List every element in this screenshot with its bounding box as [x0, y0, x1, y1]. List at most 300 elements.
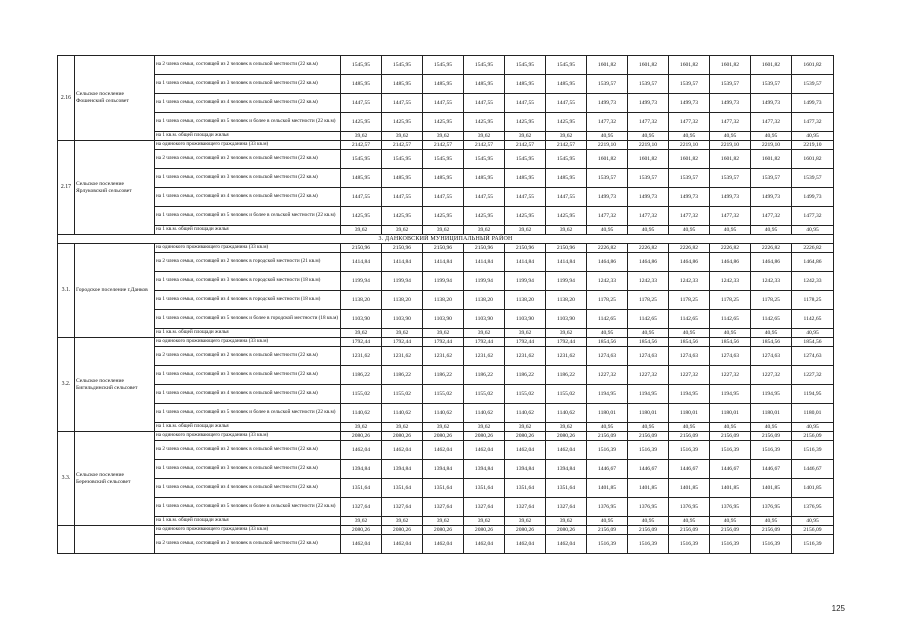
value-cell: 1539,57	[587, 169, 628, 188]
row-description: на 2 члена семьи, состоящей из 2 человек в сельской местности (22 кв.м)	[155, 150, 341, 169]
value-cell: 1464,86	[710, 253, 751, 272]
value-cell: 40,95	[710, 517, 751, 526]
value-cell: 1462,04	[423, 441, 464, 460]
value-cell: 1539,57	[628, 169, 669, 188]
value-cell: 40,95	[710, 226, 751, 235]
row-description: на 1 члена семьи, состоящей из 4 человек в городской местности (18 кв.м)	[155, 291, 341, 310]
value-cell: 1186,22	[464, 366, 505, 385]
value-cell: 39,62	[546, 132, 587, 141]
value-cell: 1516,39	[628, 441, 669, 460]
row-description: на 1 члена семьи, состоящей из 4 человек в сельской местности (22 кв.м)	[155, 94, 341, 113]
settlement-code: 3.1.	[58, 244, 75, 338]
value-cell: 1464,86	[587, 253, 628, 272]
value-cell: 1227,32	[710, 366, 751, 385]
value-cell: 1485,95	[546, 75, 587, 94]
row-description: на 2 члена семьи, состоящей из 2 человек в сельской местности (22 кв.м)	[155, 347, 341, 366]
row-description: на одинокого проживающего гражданина (33 кв.м)	[155, 244, 341, 253]
value-cell: 1516,39	[669, 535, 710, 554]
value-cell: 1401,85	[710, 479, 751, 498]
value-cell: 2080,26	[546, 432, 587, 441]
value-cell: 1401,85	[792, 479, 834, 498]
value-cell: 1142,65	[751, 310, 792, 329]
value-cell: 1447,55	[423, 188, 464, 207]
value-cell: 1178,25	[669, 291, 710, 310]
value-cell: 2226,82	[587, 244, 628, 253]
value-cell: 1414,84	[423, 253, 464, 272]
settlement-code: 3.3.	[58, 432, 75, 526]
value-cell: 2142,57	[382, 141, 423, 150]
value-cell: 1854,56	[587, 338, 628, 347]
value-cell: 1242,33	[628, 272, 669, 291]
value-cell: 1447,55	[464, 94, 505, 113]
value-cell: 1140,62	[423, 404, 464, 423]
value-cell: 1140,62	[341, 404, 382, 423]
settlement-name	[75, 526, 155, 554]
value-cell: 1194,95	[792, 385, 834, 404]
value-cell: 1516,39	[751, 535, 792, 554]
table-row	[58, 150, 834, 169]
value-cell: 1499,73	[792, 94, 834, 113]
value-cell: 1425,95	[546, 113, 587, 132]
value-cell: 40,95	[751, 132, 792, 141]
table-row	[58, 75, 834, 94]
value-cell: 1447,55	[382, 188, 423, 207]
value-cell: 40,95	[792, 423, 834, 432]
value-cell: 1155,02	[341, 385, 382, 404]
value-cell: 1601,82	[710, 150, 751, 169]
table-row	[58, 310, 834, 329]
value-cell: 1545,95	[341, 56, 382, 75]
value-cell: 1425,95	[382, 207, 423, 226]
value-cell: 1601,82	[792, 150, 834, 169]
value-cell: 1180,01	[751, 404, 792, 423]
value-cell: 1327,64	[382, 498, 423, 517]
value-cell: 2156,09	[587, 526, 628, 535]
value-cell: 39,62	[341, 423, 382, 432]
value-cell: 39,62	[464, 423, 505, 432]
value-cell: 1274,63	[792, 347, 834, 366]
table-row	[58, 404, 834, 423]
value-cell: 2150,96	[546, 244, 587, 253]
value-cell: 1142,65	[587, 310, 628, 329]
value-cell: 2080,26	[341, 432, 382, 441]
value-cell: 1180,01	[792, 404, 834, 423]
value-cell: 39,62	[341, 226, 382, 235]
value-cell: 1462,04	[382, 535, 423, 554]
value-cell: 1425,95	[423, 113, 464, 132]
value-cell: 1539,57	[628, 75, 669, 94]
value-cell: 1462,04	[546, 535, 587, 554]
value-cell: 39,62	[423, 226, 464, 235]
value-cell: 1180,01	[669, 404, 710, 423]
value-cell: 1477,32	[669, 207, 710, 226]
value-cell: 1447,55	[423, 94, 464, 113]
value-cell: 39,62	[505, 226, 546, 235]
value-cell: 1327,64	[546, 498, 587, 517]
value-cell: 2080,26	[464, 526, 505, 535]
value-cell: 1327,64	[505, 498, 546, 517]
value-cell: 1394,84	[341, 460, 382, 479]
value-cell: 1178,25	[792, 291, 834, 310]
value-cell: 1376,95	[751, 498, 792, 517]
value-cell: 1242,33	[751, 272, 792, 291]
value-cell: 1138,20	[464, 291, 505, 310]
value-cell: 2142,57	[341, 141, 382, 150]
value-cell: 1447,55	[546, 188, 587, 207]
value-cell: 1180,01	[710, 404, 751, 423]
value-cell: 1194,95	[628, 385, 669, 404]
value-cell: 39,62	[464, 517, 505, 526]
value-cell: 1227,32	[792, 366, 834, 385]
value-cell: 39,62	[382, 423, 423, 432]
value-cell: 1477,32	[710, 113, 751, 132]
value-cell: 1447,55	[341, 94, 382, 113]
value-cell: 1155,02	[505, 385, 546, 404]
value-cell: 1477,32	[587, 207, 628, 226]
table-row	[58, 526, 834, 535]
value-cell: 1485,95	[382, 169, 423, 188]
table-row	[58, 244, 834, 253]
value-cell: 1499,73	[792, 188, 834, 207]
value-cell: 1376,95	[710, 498, 751, 517]
value-cell: 1601,82	[587, 150, 628, 169]
value-cell: 1425,95	[423, 207, 464, 226]
value-cell: 1376,95	[669, 498, 710, 517]
value-cell: 1142,65	[710, 310, 751, 329]
value-cell: 1199,94	[505, 272, 546, 291]
row-description: на 1 члена семьи, состоящей из 5 человек и более в сельской местности (22 кв.м)	[155, 498, 341, 517]
value-cell: 1186,22	[546, 366, 587, 385]
value-cell: 2150,96	[382, 244, 423, 253]
value-cell: 1485,95	[341, 169, 382, 188]
table-row	[58, 385, 834, 404]
value-cell: 1178,25	[710, 291, 751, 310]
value-cell: 1227,32	[751, 366, 792, 385]
table-row	[58, 441, 834, 460]
row-description: на 1 члена семьи, состоящей из 3 человек в сельской местности (22 кв.м)	[155, 75, 341, 94]
value-cell: 1601,82	[669, 150, 710, 169]
value-cell: 2142,57	[423, 141, 464, 150]
value-cell: 1516,39	[587, 441, 628, 460]
value-cell: 1103,90	[382, 310, 423, 329]
value-cell: 1155,02	[546, 385, 587, 404]
settlement-code: 2.17	[58, 141, 75, 235]
value-cell: 1499,73	[669, 94, 710, 113]
value-cell: 1394,84	[382, 460, 423, 479]
value-cell: 1180,01	[628, 404, 669, 423]
table-row	[58, 188, 834, 207]
value-cell: 1199,94	[382, 272, 423, 291]
value-cell: 1601,82	[628, 56, 669, 75]
value-cell: 1351,64	[423, 479, 464, 498]
value-cell: 39,62	[341, 329, 382, 338]
value-cell: 2156,09	[792, 432, 834, 441]
table-row	[58, 56, 834, 75]
value-cell: 1140,62	[464, 404, 505, 423]
value-cell: 1231,62	[546, 347, 587, 366]
row-description: на 1 члена семьи, состоящей из 4 человек в сельской местности (22 кв.м)	[155, 479, 341, 498]
value-cell: 40,95	[710, 132, 751, 141]
value-cell: 1545,95	[464, 150, 505, 169]
value-cell: 1199,94	[546, 272, 587, 291]
value-cell: 1477,32	[751, 113, 792, 132]
value-cell: 1351,64	[382, 479, 423, 498]
row-description: на 1 члена семьи, состоящей из 3 человек в сельской местности (22 кв.м)	[155, 460, 341, 479]
section-title: 3. ДАНКОВСКИЙ МУНИЦИПАЛЬНЫЙ РАЙОН	[58, 235, 834, 244]
value-cell: 1446,67	[710, 460, 751, 479]
value-cell: 1601,82	[751, 56, 792, 75]
value-cell: 39,62	[341, 132, 382, 141]
value-cell: 1499,73	[628, 188, 669, 207]
tariff-table	[57, 55, 834, 554]
value-cell: 40,95	[628, 226, 669, 235]
value-cell: 1242,33	[710, 272, 751, 291]
value-cell: 1394,84	[423, 460, 464, 479]
value-cell: 1231,62	[464, 347, 505, 366]
table-row	[58, 479, 834, 498]
value-cell: 1462,04	[505, 535, 546, 554]
row-description: на 1 члена семьи, состоящей из 4 человек в сельской местности (22 кв.м)	[155, 385, 341, 404]
value-cell: 40,95	[751, 423, 792, 432]
value-cell: 1516,39	[710, 535, 751, 554]
value-cell: 2226,82	[751, 244, 792, 253]
value-cell: 1485,95	[382, 75, 423, 94]
value-cell: 2150,96	[464, 244, 505, 253]
settlement-code: 3.2.	[58, 338, 75, 432]
value-cell: 1477,32	[628, 113, 669, 132]
value-cell: 1446,67	[751, 460, 792, 479]
value-cell: 40,95	[587, 329, 628, 338]
value-cell: 2226,82	[792, 244, 834, 253]
value-cell: 1464,86	[751, 253, 792, 272]
table-row	[58, 141, 834, 150]
value-cell: 1376,95	[587, 498, 628, 517]
value-cell: 1327,64	[464, 498, 505, 517]
value-cell: 1447,55	[464, 188, 505, 207]
value-cell: 1138,20	[341, 291, 382, 310]
value-cell: 2156,09	[628, 526, 669, 535]
value-cell: 1274,63	[628, 347, 669, 366]
value-cell: 1186,22	[341, 366, 382, 385]
value-cell: 1186,22	[423, 366, 464, 385]
value-cell: 1242,33	[587, 272, 628, 291]
table-row	[58, 132, 834, 141]
value-cell: 1138,20	[546, 291, 587, 310]
value-cell: 1516,39	[792, 535, 834, 554]
value-cell: 1464,86	[792, 253, 834, 272]
value-cell: 2080,26	[505, 526, 546, 535]
settlement-name: Сельское поселение Фошенский сельсовет	[75, 56, 155, 141]
value-cell: 1401,85	[751, 479, 792, 498]
value-cell: 1516,39	[710, 441, 751, 460]
value-cell: 2226,82	[628, 244, 669, 253]
value-cell: 1194,95	[751, 385, 792, 404]
value-cell: 39,62	[464, 132, 505, 141]
table-row	[58, 460, 834, 479]
value-cell: 1274,63	[669, 347, 710, 366]
value-cell: 40,95	[710, 329, 751, 338]
value-cell: 1103,90	[505, 310, 546, 329]
value-cell: 1414,84	[382, 253, 423, 272]
value-cell: 40,95	[669, 226, 710, 235]
value-cell: 39,62	[382, 226, 423, 235]
value-cell: 2142,57	[505, 141, 546, 150]
value-cell: 1462,04	[464, 535, 505, 554]
value-cell: 1464,86	[628, 253, 669, 272]
table-row	[58, 329, 834, 338]
value-cell: 1351,64	[341, 479, 382, 498]
table-row	[58, 535, 834, 554]
value-cell: 39,62	[423, 132, 464, 141]
value-cell: 1425,95	[464, 207, 505, 226]
value-cell: 1854,56	[669, 338, 710, 347]
table-row	[58, 207, 834, 226]
table-row	[58, 169, 834, 188]
value-cell: 1186,22	[505, 366, 546, 385]
value-cell: 1446,67	[628, 460, 669, 479]
value-cell: 1425,95	[341, 207, 382, 226]
value-cell: 2080,26	[382, 526, 423, 535]
value-cell: 2080,26	[423, 432, 464, 441]
value-cell: 1199,94	[464, 272, 505, 291]
value-cell: 1447,55	[505, 188, 546, 207]
value-cell: 1499,73	[751, 188, 792, 207]
value-cell: 1351,64	[505, 479, 546, 498]
value-cell: 1142,65	[628, 310, 669, 329]
value-cell: 1792,44	[382, 338, 423, 347]
value-cell: 1539,57	[669, 75, 710, 94]
value-cell: 39,62	[382, 329, 423, 338]
value-cell: 40,95	[587, 132, 628, 141]
value-cell: 1242,33	[669, 272, 710, 291]
value-cell: 1464,86	[669, 253, 710, 272]
value-cell: 40,95	[792, 132, 834, 141]
value-cell: 1394,84	[505, 460, 546, 479]
value-cell: 1462,04	[382, 441, 423, 460]
value-cell: 1485,95	[546, 169, 587, 188]
value-cell: 1227,32	[669, 366, 710, 385]
value-cell: 1477,32	[792, 207, 834, 226]
value-cell: 1499,73	[751, 94, 792, 113]
value-cell: 39,62	[464, 329, 505, 338]
value-cell: 2080,26	[546, 526, 587, 535]
row-description: на 2 члена семьи, состоящей из 2 человек в сельской местности (22 кв.м)	[155, 56, 341, 75]
value-cell: 40,95	[751, 226, 792, 235]
value-cell: 1477,32	[710, 207, 751, 226]
value-cell: 1545,95	[382, 56, 423, 75]
row-description: на 1 члена семьи, состоящей из 5 человек и более в сельской местности (22 кв.м)	[155, 207, 341, 226]
value-cell: 1545,95	[464, 56, 505, 75]
value-cell: 1274,63	[587, 347, 628, 366]
value-cell: 40,95	[587, 423, 628, 432]
value-cell: 1499,73	[587, 94, 628, 113]
value-cell: 1425,95	[341, 113, 382, 132]
value-cell: 2156,09	[669, 432, 710, 441]
value-cell: 40,95	[587, 226, 628, 235]
value-cell: 1351,64	[546, 479, 587, 498]
value-cell: 1103,90	[464, 310, 505, 329]
section-row	[58, 235, 834, 244]
value-cell: 1792,44	[423, 338, 464, 347]
value-cell: 1539,57	[710, 169, 751, 188]
value-cell: 1462,04	[505, 441, 546, 460]
value-cell: 40,95	[669, 132, 710, 141]
value-cell: 1142,65	[669, 310, 710, 329]
settlement-code	[58, 526, 75, 554]
value-cell: 1545,95	[423, 56, 464, 75]
value-cell: 1545,95	[505, 56, 546, 75]
value-cell: 1227,32	[587, 366, 628, 385]
row-description: на одинокого проживающего гражданина (33 кв.м)	[155, 526, 341, 535]
value-cell: 1425,95	[505, 113, 546, 132]
table-row	[58, 347, 834, 366]
table-row	[58, 338, 834, 347]
table-row	[58, 498, 834, 517]
row-description: на 1 кв.м. общей площади жилья	[155, 226, 341, 235]
value-cell: 1499,73	[710, 188, 751, 207]
value-cell: 39,62	[423, 329, 464, 338]
value-cell: 1180,01	[587, 404, 628, 423]
row-description: на 1 члена семьи, состоящей из 4 человек в сельской местности (22 кв.м)	[155, 188, 341, 207]
value-cell: 2219,10	[792, 141, 834, 150]
value-cell: 1539,57	[792, 169, 834, 188]
value-cell: 2156,09	[587, 432, 628, 441]
value-cell: 1414,84	[546, 253, 587, 272]
value-cell: 1545,95	[382, 150, 423, 169]
value-cell: 1327,64	[423, 498, 464, 517]
value-cell: 1539,57	[751, 75, 792, 94]
value-cell: 39,62	[505, 132, 546, 141]
value-cell: 1601,82	[792, 56, 834, 75]
value-cell: 1231,62	[382, 347, 423, 366]
value-cell: 39,62	[505, 423, 546, 432]
value-cell: 1199,94	[341, 272, 382, 291]
value-cell: 39,62	[382, 517, 423, 526]
value-cell: 39,62	[341, 517, 382, 526]
value-cell: 1792,44	[505, 338, 546, 347]
row-description: на одинокого проживающего гражданина (33 кв.м)	[155, 141, 341, 150]
value-cell: 1155,02	[423, 385, 464, 404]
value-cell: 1103,90	[423, 310, 464, 329]
value-cell: 1485,95	[423, 169, 464, 188]
value-cell: 1138,20	[423, 291, 464, 310]
value-cell: 1401,85	[587, 479, 628, 498]
value-cell: 1485,95	[423, 75, 464, 94]
row-description: на 1 члена семьи, состоящей из 3 человек в сельской местности (22 кв.м)	[155, 169, 341, 188]
value-cell: 1499,73	[669, 188, 710, 207]
value-cell: 1231,62	[505, 347, 546, 366]
value-cell: 40,95	[628, 517, 669, 526]
value-cell: 39,62	[546, 329, 587, 338]
value-cell: 1414,84	[505, 253, 546, 272]
value-cell: 39,62	[505, 517, 546, 526]
value-cell: 40,95	[751, 517, 792, 526]
value-cell: 2156,09	[669, 526, 710, 535]
table-body	[58, 56, 834, 554]
row-description: на 1 члена семьи, состоящей из 3 человек в городской местности (18 кв.м)	[155, 272, 341, 291]
value-cell: 2142,57	[464, 141, 505, 150]
value-cell: 1485,95	[505, 75, 546, 94]
value-cell: 1178,25	[587, 291, 628, 310]
table-row	[58, 272, 834, 291]
value-cell: 1138,20	[382, 291, 423, 310]
value-cell: 1194,95	[587, 385, 628, 404]
value-cell: 1231,62	[423, 347, 464, 366]
value-cell: 1447,55	[505, 94, 546, 113]
value-cell: 1477,32	[751, 207, 792, 226]
value-cell: 2080,26	[505, 432, 546, 441]
value-cell: 39,62	[464, 226, 505, 235]
